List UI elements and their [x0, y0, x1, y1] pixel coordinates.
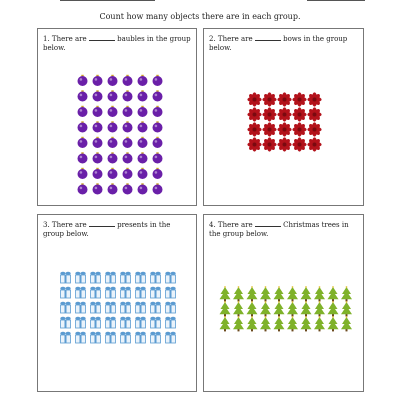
bauble-group	[75, 71, 165, 205]
present-icon	[90, 302, 100, 313]
bauble-icon	[108, 168, 118, 179]
bow-icon	[247, 92, 261, 106]
bauble-icon	[78, 75, 88, 86]
present-icon	[135, 332, 145, 343]
bauble-icon	[138, 152, 148, 163]
bauble-icon	[93, 137, 103, 148]
christmas-tree-icon	[247, 316, 258, 331]
christmas-tree-icon	[287, 286, 298, 301]
present-icon	[75, 272, 85, 283]
christmas-tree-icon	[341, 316, 352, 331]
bow-group	[247, 92, 323, 154]
bauble-icon	[153, 137, 163, 148]
bauble-icon	[138, 90, 148, 101]
question-box-3	[37, 214, 197, 392]
present-icon	[105, 287, 115, 298]
christmas-tree-icon	[247, 286, 258, 301]
bow-icon	[307, 122, 321, 136]
bow-icon	[262, 92, 276, 106]
bauble-icon	[93, 152, 103, 163]
present-icon	[105, 302, 115, 313]
bauble-icon	[138, 137, 148, 148]
bauble-icon	[123, 90, 133, 101]
present-icon	[105, 317, 115, 328]
bauble-icon	[138, 121, 148, 132]
christmas-tree-icon	[220, 286, 231, 301]
present-icon	[135, 317, 145, 328]
bauble-icon	[153, 75, 163, 86]
bow-icon	[277, 107, 291, 121]
present-icon	[150, 272, 160, 283]
bauble-icon	[123, 152, 133, 163]
christmas-tree-icon	[328, 316, 339, 331]
bauble-icon	[123, 137, 133, 148]
present-icon	[60, 317, 70, 328]
bauble-icon	[78, 121, 88, 132]
christmas-tree-icon	[274, 286, 285, 301]
bow-icon	[262, 107, 276, 121]
question-box-2	[203, 28, 364, 206]
question-text-2: 2. There are bows in the group below.	[209, 35, 348, 52]
bauble-icon	[78, 137, 88, 148]
christmas-tree-icon	[220, 316, 231, 331]
bow-icon	[307, 92, 321, 106]
present-icon	[165, 317, 175, 328]
bow-icon	[277, 137, 291, 151]
christmas-tree-icon	[274, 301, 285, 316]
christmas-tree-icon	[260, 316, 271, 331]
christmas-tree-icon	[247, 301, 258, 316]
present-icon	[75, 287, 85, 298]
bauble-icon	[123, 75, 133, 86]
present-icon	[120, 317, 130, 328]
bow-icon	[247, 107, 261, 121]
bauble-icon	[108, 121, 118, 132]
question-text-3: 3. There are presents in the group below.	[43, 221, 171, 238]
bow-icon	[277, 122, 291, 136]
bauble-icon	[93, 75, 103, 86]
present-icon	[150, 317, 160, 328]
instruction-text: Count how many objects there are in each group.	[99, 12, 301, 21]
bauble-icon	[123, 106, 133, 117]
christmas-tree-icon	[301, 286, 312, 301]
bauble-icon	[93, 168, 103, 179]
present-icon	[150, 332, 160, 343]
bauble-icon	[153, 90, 163, 101]
present-icon	[165, 272, 175, 283]
bauble-icon	[123, 121, 133, 132]
bauble-icon	[138, 75, 148, 86]
present-icon	[60, 287, 70, 298]
christmas-tree-icon	[233, 286, 244, 301]
christmas-tree-icon	[287, 301, 298, 316]
bauble-icon	[108, 106, 118, 117]
christmas-tree-icon	[274, 316, 285, 331]
present-icon	[120, 272, 130, 283]
bauble-icon	[108, 152, 118, 163]
bow-icon	[292, 92, 306, 106]
answer-blank-4[interactable]	[255, 220, 281, 227]
answer-blank-3[interactable]	[89, 220, 115, 227]
bauble-icon	[153, 121, 163, 132]
present-icon	[90, 332, 100, 343]
question-box-4	[203, 214, 364, 392]
bauble-icon	[153, 183, 163, 194]
present-icon	[120, 287, 130, 298]
bauble-icon	[123, 168, 133, 179]
present-icon	[105, 332, 115, 343]
bauble-icon	[78, 168, 88, 179]
present-icon	[60, 332, 70, 343]
bow-icon	[277, 92, 291, 106]
bauble-icon	[93, 106, 103, 117]
answer-blank-2[interactable]	[255, 34, 281, 41]
name-line	[60, 0, 155, 1]
christmas-tree-icon	[220, 301, 231, 316]
bauble-icon	[78, 183, 88, 194]
christmas-tree-icon	[287, 316, 298, 331]
present-icon	[90, 287, 100, 298]
present-icon	[75, 302, 85, 313]
bow-icon	[292, 122, 306, 136]
answer-blank-1[interactable]	[89, 34, 115, 41]
bow-icon	[307, 137, 321, 151]
christmas-tree-icon	[233, 301, 244, 316]
christmas-tree-icon	[328, 286, 339, 301]
christmas-tree-icon	[314, 301, 325, 316]
present-icon	[135, 272, 145, 283]
present-icon	[165, 332, 175, 343]
christmas-tree-icon	[233, 316, 244, 331]
christmas-tree-group	[218, 286, 354, 332]
christmas-tree-icon	[328, 301, 339, 316]
question-text-1: 1. There are baubles in the group below.	[43, 35, 191, 52]
present-icon	[75, 332, 85, 343]
bauble-icon	[78, 106, 88, 117]
question-text-4: 4. There are Christmas trees in the group below.	[209, 221, 349, 238]
bauble-icon	[138, 183, 148, 194]
question-box-1	[37, 28, 197, 206]
present-icon	[135, 302, 145, 313]
present-icon	[90, 272, 100, 283]
bauble-icon	[108, 183, 118, 194]
christmas-tree-icon	[260, 301, 271, 316]
present-icon	[90, 317, 100, 328]
christmas-tree-icon	[341, 286, 352, 301]
bauble-icon	[108, 90, 118, 101]
bauble-icon	[93, 121, 103, 132]
bauble-icon	[153, 106, 163, 117]
bow-icon	[262, 137, 276, 151]
date-line	[307, 0, 365, 1]
bauble-icon	[93, 90, 103, 101]
present-icon	[165, 287, 175, 298]
present-group	[58, 270, 180, 346]
christmas-tree-icon	[260, 286, 271, 301]
christmas-tree-icon	[314, 316, 325, 331]
bauble-icon	[123, 183, 133, 194]
present-icon	[120, 332, 130, 343]
bow-icon	[247, 122, 261, 136]
bauble-icon	[108, 137, 118, 148]
bauble-icon	[138, 106, 148, 117]
bow-icon	[307, 107, 321, 121]
bauble-icon	[153, 168, 163, 179]
christmas-tree-icon	[314, 286, 325, 301]
bauble-icon	[138, 168, 148, 179]
bauble-icon	[93, 183, 103, 194]
bow-icon	[292, 137, 306, 151]
christmas-tree-icon	[301, 301, 312, 316]
christmas-tree-icon	[301, 316, 312, 331]
bauble-icon	[153, 152, 163, 163]
present-icon	[165, 302, 175, 313]
present-icon	[135, 287, 145, 298]
present-icon	[120, 302, 130, 313]
present-icon	[60, 302, 70, 313]
present-icon	[105, 272, 115, 283]
bauble-icon	[108, 75, 118, 86]
present-icon	[60, 272, 70, 283]
bow-icon	[262, 122, 276, 136]
present-icon	[150, 287, 160, 298]
present-icon	[150, 302, 160, 313]
present-icon	[75, 317, 85, 328]
christmas-tree-icon	[341, 301, 352, 316]
bow-icon	[292, 107, 306, 121]
bow-icon	[247, 137, 261, 151]
bauble-icon	[78, 152, 88, 163]
bauble-icon	[78, 90, 88, 101]
